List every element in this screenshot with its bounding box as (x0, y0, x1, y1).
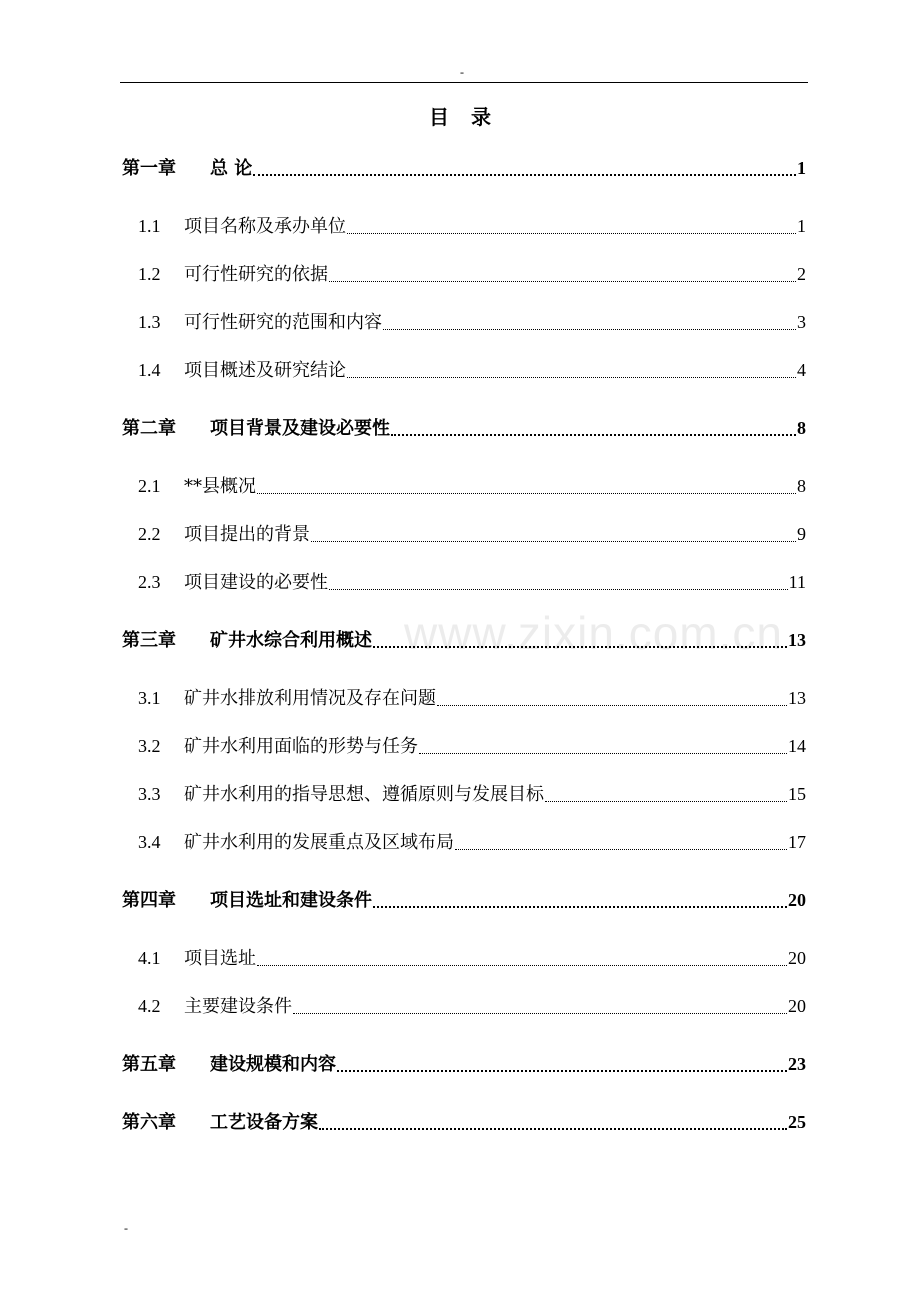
toc-page-number: 17 (788, 832, 806, 852)
toc-chapter-entry[interactable] (122, 1052, 806, 1077)
toc-dot-leader (347, 364, 796, 378)
toc-section-entry[interactable] (138, 262, 806, 287)
toc-entry-title: 可行性研究的范围和内容 (184, 312, 382, 333)
toc-dot-leader (391, 422, 796, 436)
toc-entry-title: 主要建设条件 (184, 996, 292, 1017)
toc-entry-title: 矿井水利用的发展重点及区域布局 (184, 832, 454, 853)
toc-entry-title: 项目选址 (184, 948, 256, 969)
toc-chapter-entry[interactable] (122, 156, 806, 181)
toc-entry-number: 2.1 (138, 476, 161, 496)
toc-section-entry[interactable] (138, 310, 806, 335)
toc-entry-number: 3.3 (138, 784, 161, 804)
toc-section-entry[interactable] (138, 474, 806, 499)
toc-chapter-entry[interactable] (122, 628, 806, 653)
toc-dot-leader (253, 162, 796, 176)
toc-chapter-entry[interactable] (122, 1110, 806, 1135)
toc-chapter-entry[interactable] (122, 416, 806, 441)
toc-dot-leader (257, 480, 796, 494)
toc-page-number: 15 (788, 784, 806, 804)
toc-entry-title: 项目概述及研究结论 (184, 360, 346, 381)
toc-page-number: 25 (788, 1112, 806, 1132)
toc-entry-number: 第四章 (122, 890, 176, 911)
toc-page-number: 13 (788, 630, 806, 650)
toc-chapter-entry[interactable] (122, 888, 806, 913)
toc-page-number: 13 (788, 688, 806, 708)
toc-entry-title: 矿井水利用的指导思想、遵循原则与发展目标 (184, 784, 544, 805)
toc-dot-leader (311, 528, 796, 542)
toc-section-entry[interactable] (138, 830, 806, 855)
toc-page-number: 9 (797, 524, 806, 544)
toc-page-number: 3 (797, 312, 806, 332)
toc-entry-number: 第一章 (122, 158, 176, 179)
toc-entry-title: 建设规模和内容 (210, 1054, 336, 1075)
toc-entry-number: 1.3 (138, 312, 161, 332)
toc-entry-number: 4.1 (138, 948, 161, 968)
toc-entry-title: 矿井水利用面临的形势与任务 (184, 736, 418, 757)
toc-entry-title: 项目名称及承办单位 (184, 216, 346, 237)
toc-entry-number: 第五章 (122, 1054, 176, 1075)
toc-dot-leader (337, 1058, 787, 1072)
toc-entry-title: 工艺设备方案 (210, 1112, 318, 1133)
toc-section-entry[interactable] (138, 734, 806, 759)
toc-entry-title: 可行性研究的依据 (184, 264, 328, 285)
toc-dot-leader (293, 1000, 787, 1014)
toc-title-char-1: 目 (429, 105, 449, 129)
toc-entry-number: 第六章 (122, 1112, 176, 1133)
toc-entry-number: 3.4 (138, 832, 161, 852)
toc-page-number: 20 (788, 996, 806, 1016)
toc-dot-leader (373, 634, 787, 648)
toc-page-number: 23 (788, 1054, 806, 1074)
toc-section-entry[interactable] (138, 358, 806, 383)
toc-page-number: 1 (797, 158, 806, 178)
toc-page-number: 20 (788, 890, 806, 910)
toc-section-entry[interactable] (138, 994, 806, 1019)
toc-entry-number: 3.2 (138, 736, 161, 756)
toc-entry-number: 第三章 (122, 630, 176, 651)
toc-section-entry[interactable] (138, 214, 806, 239)
toc-entry-number: 第二章 (122, 418, 176, 439)
toc-entry-number: 1.1 (138, 216, 161, 236)
watermark: www.zixin.com.cn (404, 607, 783, 659)
toc-dot-leader (437, 692, 787, 706)
toc-entry-title: 项目背景及建设必要性 (210, 418, 390, 439)
toc-dot-leader (455, 836, 787, 850)
toc-dot-leader (373, 894, 787, 908)
toc-entry-title: 总 论 (210, 158, 253, 179)
toc-dot-leader (329, 576, 788, 590)
toc-dot-leader (319, 1116, 787, 1130)
toc-section-entry[interactable] (138, 686, 806, 711)
toc-title (0, 104, 920, 130)
toc-entry-title: 项目选址和建设条件 (210, 890, 372, 911)
header-mark: - (460, 65, 464, 79)
toc-section-entry[interactable] (138, 782, 806, 807)
toc-entry-number: 2.3 (138, 572, 161, 592)
footer-mark: - (124, 1221, 128, 1235)
toc-entry-title: 项目建设的必要性 (184, 572, 328, 593)
toc-entry-title: 矿井水综合利用概述 (210, 630, 372, 651)
toc-entry-title: **县概况 (184, 476, 256, 497)
toc-title-char-2: 录 (471, 105, 491, 129)
toc-dot-leader (419, 740, 787, 754)
toc-entry-number: 1.4 (138, 360, 161, 380)
toc-page-number: 14 (788, 736, 806, 756)
toc-page-number: 1 (797, 216, 806, 236)
header-rule (120, 82, 808, 83)
toc-section-entry[interactable] (138, 522, 806, 547)
toc-dot-leader (347, 220, 796, 234)
toc-dot-leader (383, 316, 796, 330)
toc-entry-number: 4.2 (138, 996, 161, 1016)
toc-section-entry[interactable] (138, 570, 806, 595)
toc-page-number: 11 (788, 572, 806, 592)
toc-dot-leader (257, 952, 787, 966)
toc-entry-title: 项目提出的背景 (184, 524, 310, 545)
toc-entry-number: 1.2 (138, 264, 161, 284)
toc-page-number: 20 (788, 948, 806, 968)
toc-page-number: 4 (797, 360, 806, 380)
toc-section-entry[interactable] (138, 946, 806, 971)
toc-page-number: 8 (797, 476, 806, 496)
toc-entry-number: 3.1 (138, 688, 161, 708)
toc-entry-number: 2.2 (138, 524, 161, 544)
toc-entry-title: 矿井水排放利用情况及存在问题 (184, 688, 436, 709)
toc-dot-leader (545, 788, 787, 802)
toc-page-number: 2 (797, 264, 806, 284)
toc-dot-leader (329, 268, 796, 282)
toc-page-number: 8 (797, 418, 806, 438)
